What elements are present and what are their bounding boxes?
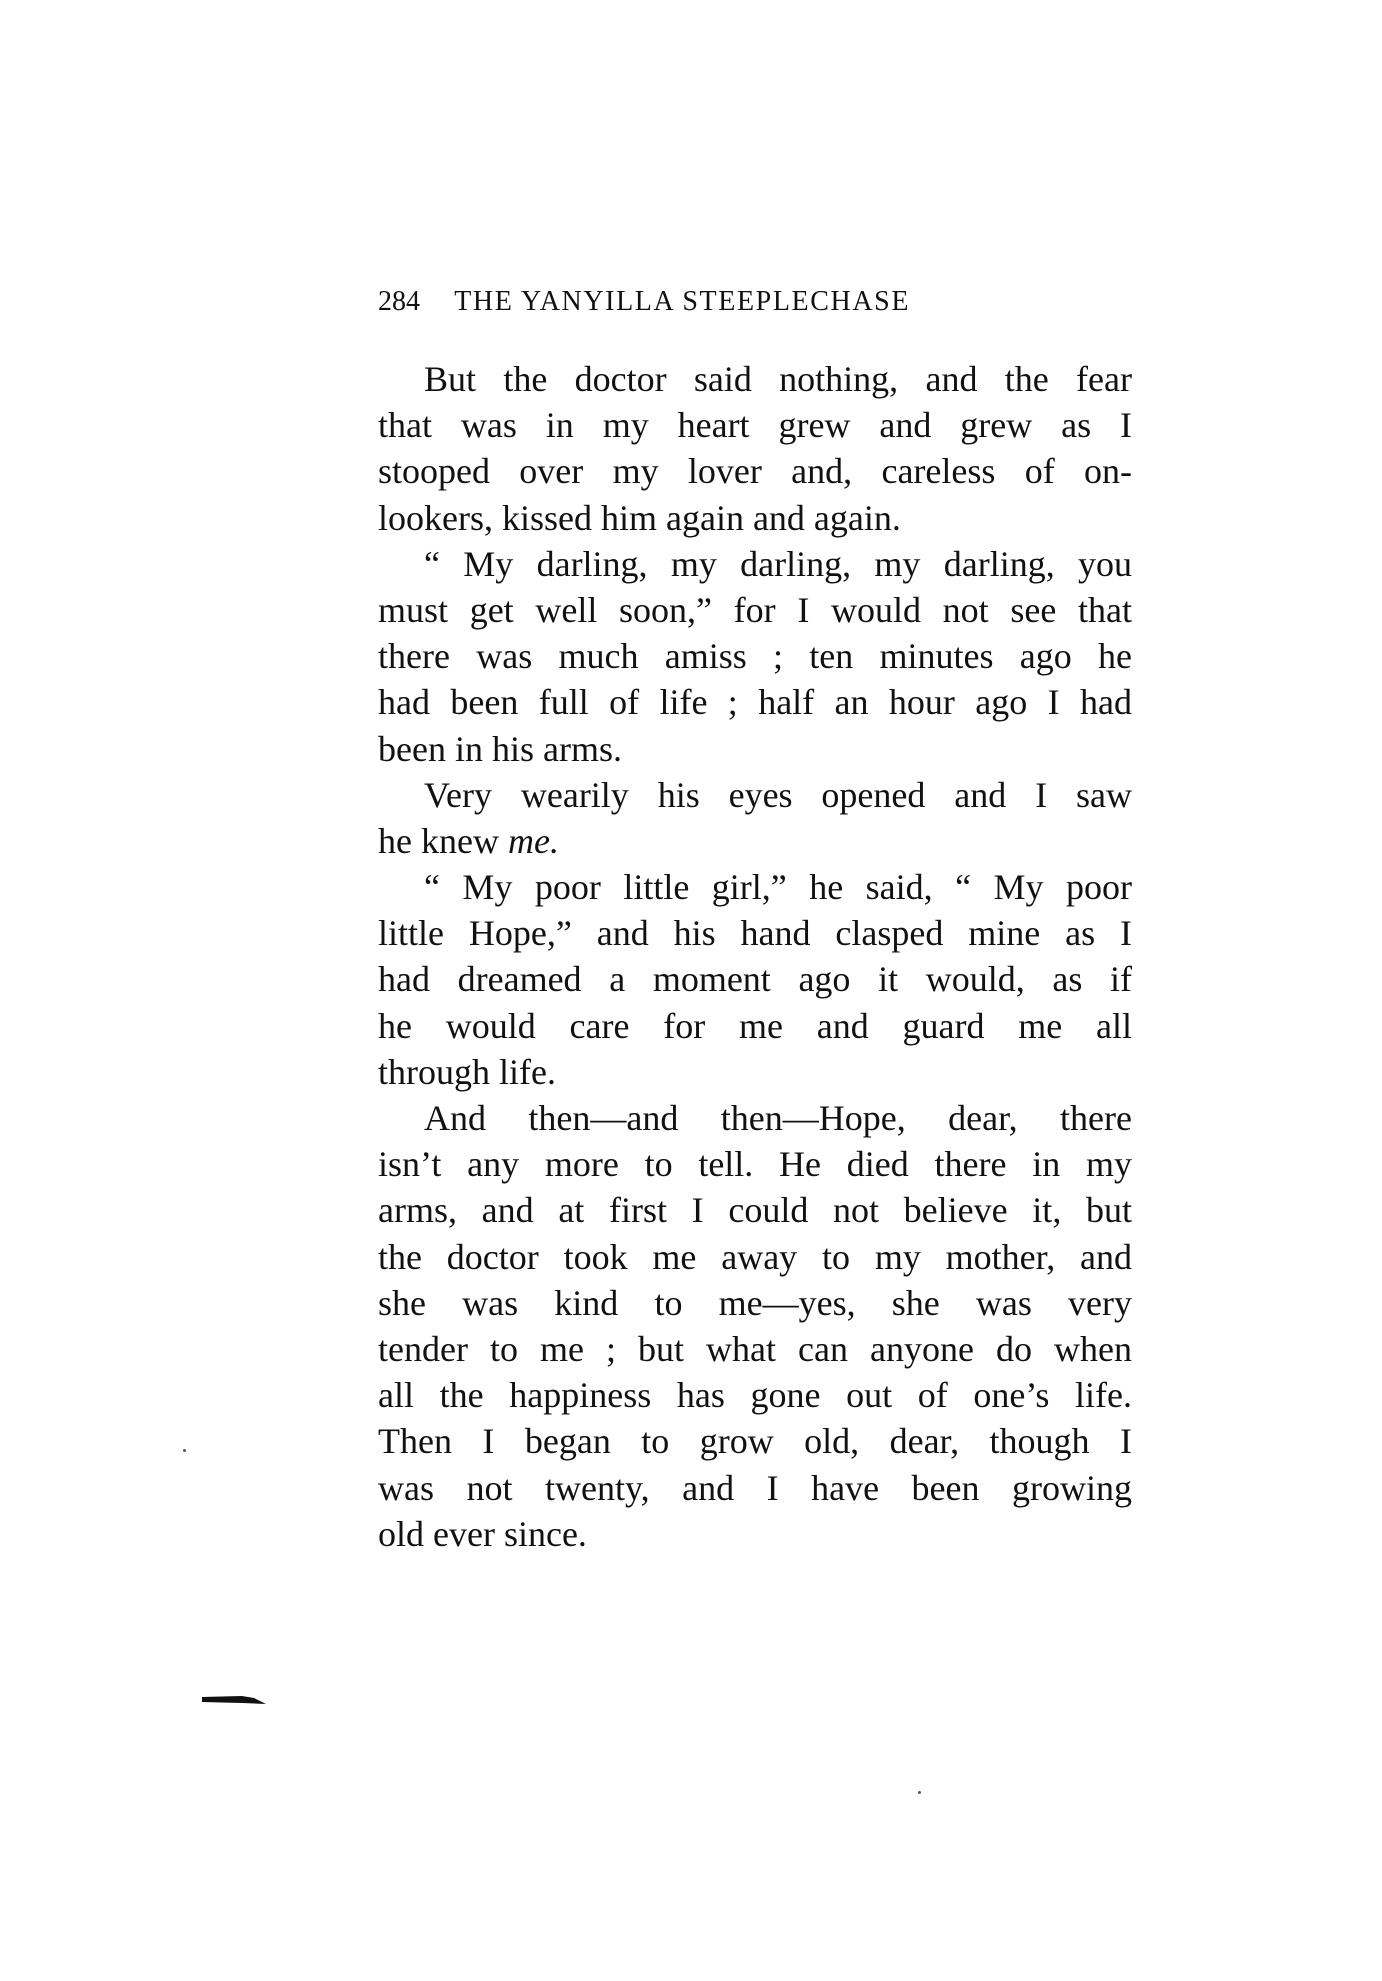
text-line: Then I began to grow old, dear, though I [378, 1421, 1132, 1462]
text-line: isn’t any more to tell. He died there in my [378, 1144, 1132, 1185]
paragraph [378, 864, 1132, 1095]
scan-mark-icon [202, 1692, 266, 1706]
paragraph [378, 772, 1132, 864]
text-line: had been full of life ; half an hour ago I had [378, 682, 1132, 723]
text-line: But the doctor said nothing, and the fear [424, 359, 1132, 399]
text-line: “ My darling, my darling, my darling, you [424, 543, 1132, 584]
text-line: he would care for me and guard me all [378, 1005, 1132, 1046]
text-line: been in his arms. [378, 728, 622, 769]
text-fragment: he knew [378, 820, 508, 861]
text-line: through life. [378, 1051, 556, 1092]
text-line: little Hope,” and his hand clasped mine as I [378, 913, 1132, 954]
text-line: lookers, kissed him again and again. [378, 497, 901, 538]
running-head [378, 286, 1138, 326]
emphasized-word: me. [507, 820, 559, 861]
page-number: 284 [378, 286, 420, 317]
text-line: was not twenty, and I have been growing [378, 1467, 1132, 1508]
paragraph [378, 1095, 1132, 1557]
text-line: And then—and then—Hope, dear, there [424, 1098, 1132, 1138]
text-line: all the happiness has gone out of one’s life. [378, 1375, 1132, 1416]
text-line: old ever since. [378, 1513, 587, 1554]
text-line: Very wearily his eyes opened and I saw [424, 774, 1132, 815]
text-line: she was kind to me—yes, she was very [378, 1282, 1132, 1323]
scan-dot [918, 1791, 921, 1794]
text-line: had dreamed a moment ago it would, as if [378, 959, 1132, 1000]
paragraph [378, 356, 1132, 541]
running-title: THE YANYILLA STEEPLECHASE [454, 286, 911, 317]
text-line: arms, and at first I could not believe it, but [378, 1190, 1132, 1231]
text-line: tender to me ; but what can anyone do when [378, 1328, 1132, 1369]
text-line: the doctor took me away to my mother, and [378, 1236, 1132, 1277]
text-line: that was in my heart grew and grew as I [378, 405, 1132, 446]
scan-dot [183, 1449, 186, 1452]
text-line: there was much amiss ; ten minutes ago he [378, 636, 1132, 677]
text-line: “ My poor little girl,” he said, “ My poor [424, 867, 1132, 908]
text-line: must get well soon,” for I would not see that [378, 589, 1132, 630]
text-line: stooped over my lover and, careless of on- [378, 451, 1132, 492]
paragraph [378, 541, 1132, 772]
text-line [378, 818, 1132, 864]
body-text [378, 356, 1132, 1557]
